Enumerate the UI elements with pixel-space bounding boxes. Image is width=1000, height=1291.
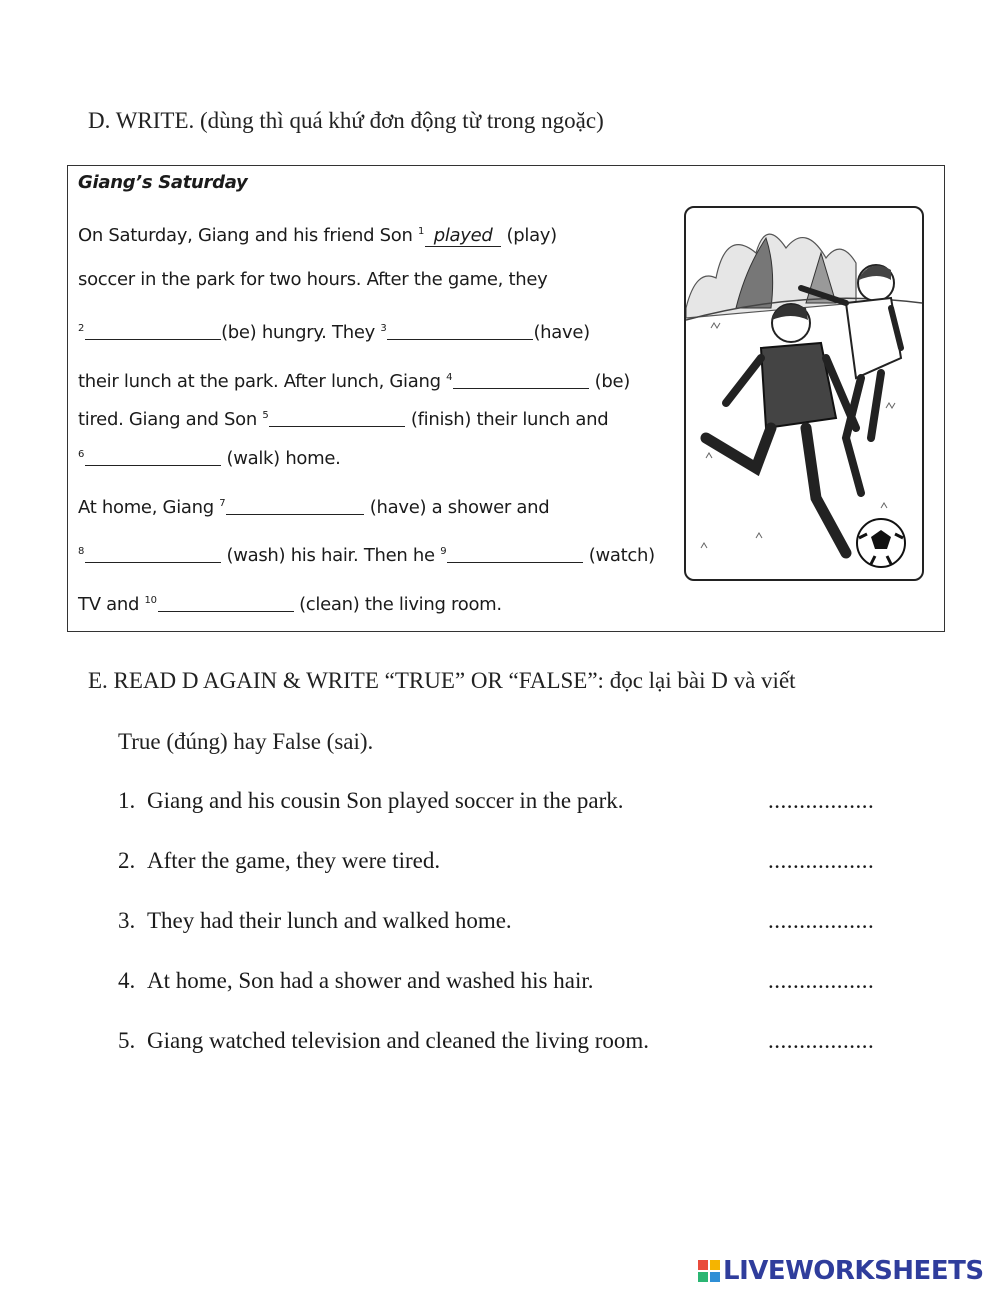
story-text-segment: (watch) — [583, 545, 655, 566]
answer-field-1[interactable]: played — [425, 226, 501, 247]
answer-field-4[interactable] — [453, 370, 589, 389]
story-text-segment: (walk) home. — [221, 448, 341, 469]
answer-field-7[interactable] — [226, 496, 364, 515]
story-line-3 — [78, 317, 590, 345]
story-text-segment: On Saturday, Giang and his friend Son — [78, 225, 419, 246]
blank-number-8: 8 — [78, 546, 85, 557]
story-line-9 — [78, 589, 502, 617]
question-number: 2. — [118, 848, 136, 873]
blank-number-9: 9 — [440, 546, 447, 557]
story-line-2 — [78, 268, 548, 292]
story-text-segment: (finish) their lunch and — [405, 409, 609, 430]
story-text-segment: (wash) his hair. Then he — [221, 545, 441, 566]
story-text-segment: tired. Giang and Son — [78, 409, 263, 430]
blank-number-3: 3 — [380, 323, 387, 334]
story-text-segment: (play) — [501, 225, 557, 246]
answer-field-2[interactable] — [85, 321, 221, 340]
question-text: At home, Son had a shower and washed his hair. — [147, 968, 594, 993]
answer-field-q5[interactable]: ................. — [768, 1028, 875, 1053]
logo-mark-icon — [698, 1260, 720, 1282]
blank-number-4: 4 — [446, 372, 453, 383]
story-text-segment: their lunch at the park. After lunch, Giang — [78, 371, 447, 392]
story-text-segment: (clean) the living room. — [293, 594, 502, 615]
question-text: Giang and his cousin Son played soccer in the park. — [147, 788, 624, 813]
question-number: 4. — [118, 968, 136, 993]
story-text-segment: (have) a shower and — [364, 497, 550, 518]
story-line-4 — [78, 366, 630, 394]
blank-number-2: 2 — [78, 323, 85, 334]
section-d-heading: D. WRITE. (dùng thì quá khứ đơn động từ trong ngoặc) — [88, 108, 604, 133]
answer-field-5[interactable] — [269, 408, 405, 427]
story-text-segment: At home, Giang — [78, 497, 220, 518]
answer-field-q3[interactable]: ................. — [768, 908, 875, 933]
soccer-illustration — [684, 206, 924, 581]
blank-number-10: 10 — [144, 595, 157, 606]
story-title: Giang’s Saturday — [78, 172, 248, 193]
story-text-segment: TV and — [78, 594, 145, 615]
liveworksheets-logo — [698, 1258, 984, 1284]
story-line-6 — [78, 443, 341, 471]
story-text-segment: (have) — [533, 322, 590, 343]
soccer-players-drawing — [686, 208, 922, 579]
story-line-7 — [78, 492, 549, 520]
story-line-1 — [78, 220, 557, 248]
question-number: 5. — [118, 1028, 136, 1053]
answer-field-10[interactable] — [158, 593, 294, 612]
question-3 — [118, 905, 888, 937]
question-5 — [118, 1025, 888, 1057]
story-text-segment: (be) — [589, 371, 630, 392]
answer-field-3[interactable] — [387, 321, 533, 340]
section-e-subheading: True (đúng) hay False (sai). — [118, 729, 374, 754]
answer-field-q1[interactable]: ................. — [768, 788, 875, 813]
question-4 — [118, 965, 888, 997]
section-e-heading: E. READ D AGAIN & WRITE “TRUE” OR “FALSE”: đọc lại bài D và viết — [88, 668, 796, 693]
story-box — [67, 165, 945, 632]
question-number: 3. — [118, 908, 136, 933]
answer-field-8[interactable] — [85, 544, 221, 563]
story-text-segment: soccer in the park for two hours. After the game, they — [78, 269, 548, 290]
story-text-segment: (be) hungry. They — [221, 322, 381, 343]
question-number: 1. — [118, 788, 136, 813]
blank-number-1: 1 — [418, 226, 425, 237]
answer-field-q2[interactable]: ................. — [768, 848, 875, 873]
answer-field-q4[interactable]: ................. — [768, 968, 875, 993]
question-text: After the game, they were tired. — [147, 848, 441, 873]
blank-number-5: 5 — [262, 410, 269, 421]
question-2 — [118, 845, 888, 877]
story-line-8 — [78, 540, 655, 568]
question-1 — [118, 785, 888, 817]
answer-field-6[interactable] — [85, 447, 221, 466]
answer-field-9[interactable] — [447, 544, 583, 563]
question-text: They had their lunch and walked home. — [147, 908, 512, 933]
blank-number-6: 6 — [78, 449, 85, 460]
blank-number-7: 7 — [219, 498, 226, 509]
brand-name: LIVEWORKSHEETS — [723, 1256, 984, 1286]
story-line-5 — [78, 404, 608, 432]
question-text: Giang watched television and cleaned the living room. — [147, 1028, 650, 1053]
